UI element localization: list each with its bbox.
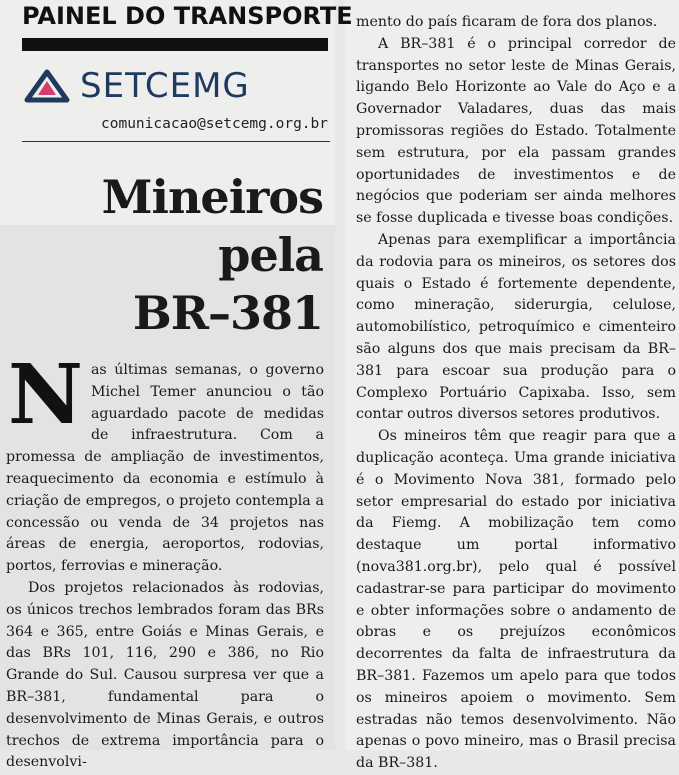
triangle-logo-icon [24,69,70,103]
setcemg-logo [24,66,250,106]
paragraph-3: A BR–381 é o principal corredor de transportes no setor leste de Minas Gerais, ligando Belo Horizonte ao Vale do Aço e a Governador Valadares, duas das mais promissoras regiões do Estado. Totalmente sem estrutura, por ela passam grandes oportunidades de investimentos e de negócios que poderiam ser ainda melhores se fosse duplicada e tivesse boas condições. [356,35,676,227]
headline-line: Mineiros [101,170,323,224]
paragraph-5: Os mineiros têm que reagir para que a duplicação aconteça. Uma grande iniciativa é o Movimento Nova 381, formado pelo setor empresarial do estado por iniciativa da Fiemg. A mobilização tem como destaque um portal informativo (nova381.org.br), pelo qual é possível cadastrar-se para participar do movimento e obter informações sobre o andamento de obras e os prejuízos econômicos decorrentes da falta de infraestrutura da BR–381. Fazemos um apelo para que todos os mineiros apoiem o movimento. Sem estradas não temos desenvolvimento. Não apenas o povo mineiro, mas o Brasil precisa da BR–381. [356,428,676,772]
article-headline [23,168,323,342]
headline-line: BR–381 [132,286,323,340]
paragraph-2: Dos projetos relacionados às rodovias, os únicos trechos lembrados foram das BRs 364 e 365, entre Goiás e Minas Gerais, e das BRs 101, 116, 290 e 386, no Rio Grande do Sul. Causou surpresa ver que a BR–381, fundamental para o desenvolvimento de Minas Gerais, e outros trechos de extrema importância para o desenvolvi- [6,579,324,771]
paragraph-1 [6,347,324,578]
section-title: PAINEL DO TRANSPORTE [22,2,353,30]
paragraph-2-continued: mento do país ficaram de fora dos planos. [356,14,658,30]
article-body-left [6,347,324,774]
section-rule [22,38,328,51]
drop-cap: N [8,347,83,443]
logo-text: SETCEMG [80,66,250,106]
headline-line: pela [218,228,323,282]
paragraph-4: Apenas para exemplificar a importância da rodovia para os mineiros, os setores dos quais o Estado é fortemente dependente, como mineração, siderurgia, celulose, automobilístico, petroquímico e cimenteiro são alguns dos que mais precisam da BR–381 para escoar sua produção para o Complexo Portuário Capixaba. Isso, sem contar outros diversos setores produtivos. [356,231,676,423]
header-divider [22,141,330,142]
paragraph-1-text: as últimas semanas, o governo Michel Temer anunciou o tão aguardado pacote de medidas de infraestrutura. Com a promessa de ampliação de investimentos, reaquecimento da economia e estímulo à criação de empregos, o projeto contempla a concessão ou venda de 34 projetos nas áreas de energia, aeroportos, rodovias, portos, ferrovias e mineração. [6,362,324,575]
contact-email: comunicacao@setcemg.org.br [101,116,328,132]
article-body-right [356,12,676,775]
